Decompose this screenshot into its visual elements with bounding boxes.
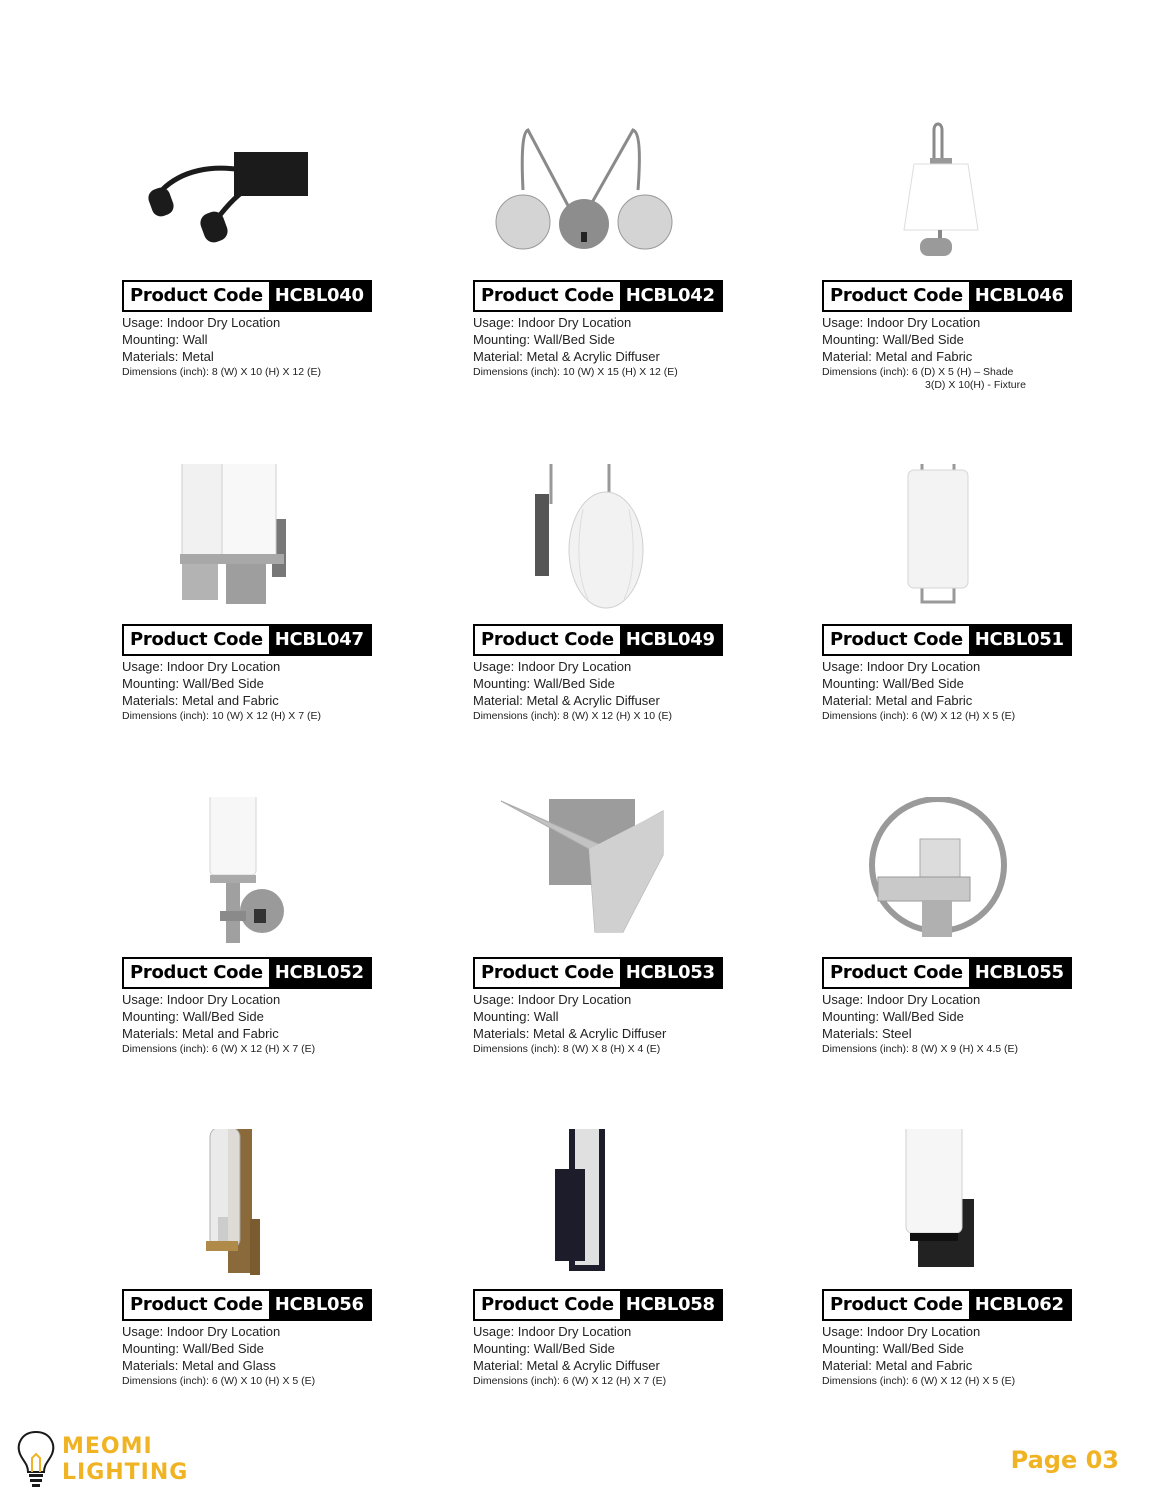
usage-text: Usage: Indoor Dry Location [822, 1324, 981, 1339]
product-code-value: HCBL055 [969, 959, 1070, 987]
product-code-value: HCBL052 [269, 959, 370, 987]
product-specs [822, 1323, 1015, 1389]
dimensions-text: Dimensions (inch): 6 (W) X 12 (H) X 7 (E) [122, 1043, 316, 1055]
brand-name [62, 1434, 188, 1486]
product-code-label: Product Code [824, 626, 969, 654]
product-specs [122, 991, 315, 1057]
dimensions-text: Dimensions (inch): 6 (W) X 12 (H) X 5 (E) [822, 710, 1016, 722]
product-code-value: HCBL040 [269, 282, 370, 310]
product-card[interactable] [122, 120, 452, 400]
product-card[interactable] [473, 1129, 803, 1409]
product-specs [122, 658, 321, 724]
product-specs [122, 1323, 315, 1389]
product-specs [473, 658, 672, 724]
materials-text: Material: Metal & Acrylic Diffuser [473, 349, 660, 364]
wall-lamp-image [473, 120, 803, 280]
wall-lamp-image [122, 1129, 452, 1289]
product-code-box [822, 624, 1072, 656]
mounting-text: Mounting: Wall [122, 332, 208, 347]
materials-text: Material: Metal and Fabric [822, 349, 973, 364]
usage-text: Usage: Indoor Dry Location [122, 1324, 281, 1339]
product-code-label: Product Code [124, 1291, 269, 1319]
product-code-box [473, 624, 723, 656]
materials-text: Materials: Metal and Fabric [122, 1026, 279, 1041]
product-specs [473, 314, 678, 380]
product-code-value: HCBL058 [620, 1291, 721, 1319]
wall-lamp-image [822, 464, 1152, 624]
dimensions-text: Dimensions (inch): 6 (W) X 12 (H) X 5 (E) [822, 1375, 1016, 1387]
usage-text: Usage: Indoor Dry Location [822, 315, 981, 330]
materials-text: Material: Metal & Acrylic Diffuser [473, 693, 660, 708]
product-card[interactable] [473, 797, 803, 1077]
brand-logo [14, 1428, 214, 1488]
product-code-box [473, 957, 723, 989]
product-code-label: Product Code [475, 282, 620, 310]
mounting-text: Mounting: Wall/Bed Side [822, 1341, 964, 1356]
dimensions-text: Dimensions (inch): 6 (D) X 5 (H) – Shade [822, 366, 1014, 378]
wall-lamp-image [473, 1129, 803, 1289]
product-code-box [122, 957, 372, 989]
materials-text: Material: Metal and Fabric [822, 693, 973, 708]
dimensions-text: Dimensions (inch): 8 (W) X 12 (H) X 10 (E) [473, 710, 672, 722]
brand-line1: MEOMI [62, 1434, 153, 1459]
product-specs [473, 1323, 666, 1389]
dimensions-text: Dimensions (inch): 10 (W) X 12 (H) X 7 (E) [122, 710, 321, 722]
wall-lamp-image [122, 797, 452, 957]
product-code-value: HCBL046 [969, 282, 1070, 310]
wall-lamp-image [822, 120, 1152, 280]
product-card[interactable] [473, 120, 803, 400]
usage-text: Usage: Indoor Dry Location [122, 659, 281, 674]
product-card[interactable] [122, 797, 452, 1077]
page-number: Page 03 [1010, 1446, 1119, 1474]
materials-text: Materials: Metal [122, 349, 214, 364]
mounting-text: Mounting: Wall/Bed Side [822, 676, 964, 691]
product-card[interactable] [822, 464, 1152, 744]
brand-line2: LIGHTING [62, 1460, 189, 1485]
product-card[interactable] [122, 1129, 452, 1409]
usage-text: Usage: Indoor Dry Location [473, 1324, 632, 1339]
dimensions-text: Dimensions (inch): 8 (W) X 8 (H) X 4 (E) [473, 1043, 661, 1055]
usage-text: Usage: Indoor Dry Location [822, 659, 981, 674]
product-code-box [822, 280, 1072, 312]
usage-text: Usage: Indoor Dry Location [122, 992, 281, 1007]
mounting-text: Mounting: Wall/Bed Side [473, 1341, 615, 1356]
dimensions-text-line2: 3(D) X 10(H) - Fixture [925, 379, 1026, 391]
product-code-box [822, 957, 1072, 989]
product-code-box [473, 1289, 723, 1321]
wall-lamp-image [822, 797, 1152, 957]
wall-lamp-image [473, 797, 803, 957]
product-code-label: Product Code [124, 959, 269, 987]
product-code-value: HCBL047 [269, 626, 370, 654]
usage-text: Usage: Indoor Dry Location [822, 992, 981, 1007]
usage-text: Usage: Indoor Dry Location [473, 659, 632, 674]
product-code-value: HCBL042 [620, 282, 721, 310]
usage-text: Usage: Indoor Dry Location [473, 992, 632, 1007]
product-specs [822, 991, 1018, 1057]
materials-text: Material: Metal and Fabric [822, 1358, 973, 1373]
product-code-box [822, 1289, 1072, 1321]
product-specs [473, 991, 666, 1057]
product-code-value: HCBL051 [969, 626, 1070, 654]
product-code-label: Product Code [124, 282, 269, 310]
materials-text: Materials: Metal and Glass [122, 1358, 276, 1373]
product-code-label: Product Code [475, 626, 620, 654]
dimensions-text: Dimensions (inch): 6 (W) X 12 (H) X 7 (E) [473, 1375, 667, 1387]
mounting-text: Mounting: Wall/Bed Side [822, 332, 964, 347]
mounting-text: Mounting: Wall/Bed Side [122, 1009, 264, 1024]
product-code-value: HCBL056 [269, 1291, 370, 1319]
mounting-text: Mounting: Wall/Bed Side [122, 1341, 264, 1356]
dimensions-text: Dimensions (inch): 8 (W) X 10 (H) X 12 (E) [122, 366, 321, 378]
product-code-label: Product Code [475, 1291, 620, 1319]
lightbulb-icon [14, 1428, 58, 1488]
mounting-text: Mounting: Wall/Bed Side [822, 1009, 964, 1024]
dimensions-text: Dimensions (inch): 6 (W) X 10 (H) X 5 (E) [122, 1375, 316, 1387]
product-code-box [122, 1289, 372, 1321]
wall-lamp-image [122, 464, 452, 624]
dimensions-text: Dimensions (inch): 10 (W) X 15 (H) X 12 (E) [473, 366, 678, 378]
mounting-text: Mounting: Wall/Bed Side [473, 676, 615, 691]
product-specs [122, 314, 321, 380]
product-code-value: HCBL053 [620, 959, 721, 987]
product-code-label: Product Code [124, 626, 269, 654]
product-code-box [122, 280, 372, 312]
usage-text: Usage: Indoor Dry Location [122, 315, 281, 330]
materials-text: Materials: Metal and Fabric [122, 693, 279, 708]
product-code-label: Product Code [824, 1291, 969, 1319]
product-specs [822, 314, 1026, 391]
wall-lamp-image [822, 1129, 1152, 1289]
wall-lamp-image [473, 464, 803, 624]
product-card[interactable] [822, 1129, 1152, 1409]
product-card[interactable] [822, 120, 1152, 400]
product-code-label: Product Code [824, 959, 969, 987]
mounting-text: Mounting: Wall/Bed Side [122, 676, 264, 691]
product-code-box [122, 624, 372, 656]
materials-text: Materials: Steel [822, 1026, 912, 1041]
product-code-label: Product Code [824, 282, 969, 310]
materials-text: Material: Metal & Acrylic Diffuser [473, 1358, 660, 1373]
product-card[interactable] [822, 797, 1152, 1077]
materials-text: Materials: Metal & Acrylic Diffuser [473, 1026, 667, 1041]
product-code-value: HCBL049 [620, 626, 721, 654]
product-card[interactable] [473, 464, 803, 744]
mounting-text: Mounting: Wall/Bed Side [473, 332, 615, 347]
product-card[interactable] [122, 464, 452, 744]
product-code-value: HCBL062 [969, 1291, 1070, 1319]
usage-text: Usage: Indoor Dry Location [473, 315, 632, 330]
product-code-label: Product Code [475, 959, 620, 987]
dimensions-text: Dimensions (inch): 8 (W) X 9 (H) X 4.5 (E) [822, 1043, 1019, 1055]
mounting-text: Mounting: Wall [473, 1009, 559, 1024]
product-specs [822, 658, 1015, 724]
wall-lamp-image [122, 120, 452, 280]
product-code-box [473, 280, 723, 312]
